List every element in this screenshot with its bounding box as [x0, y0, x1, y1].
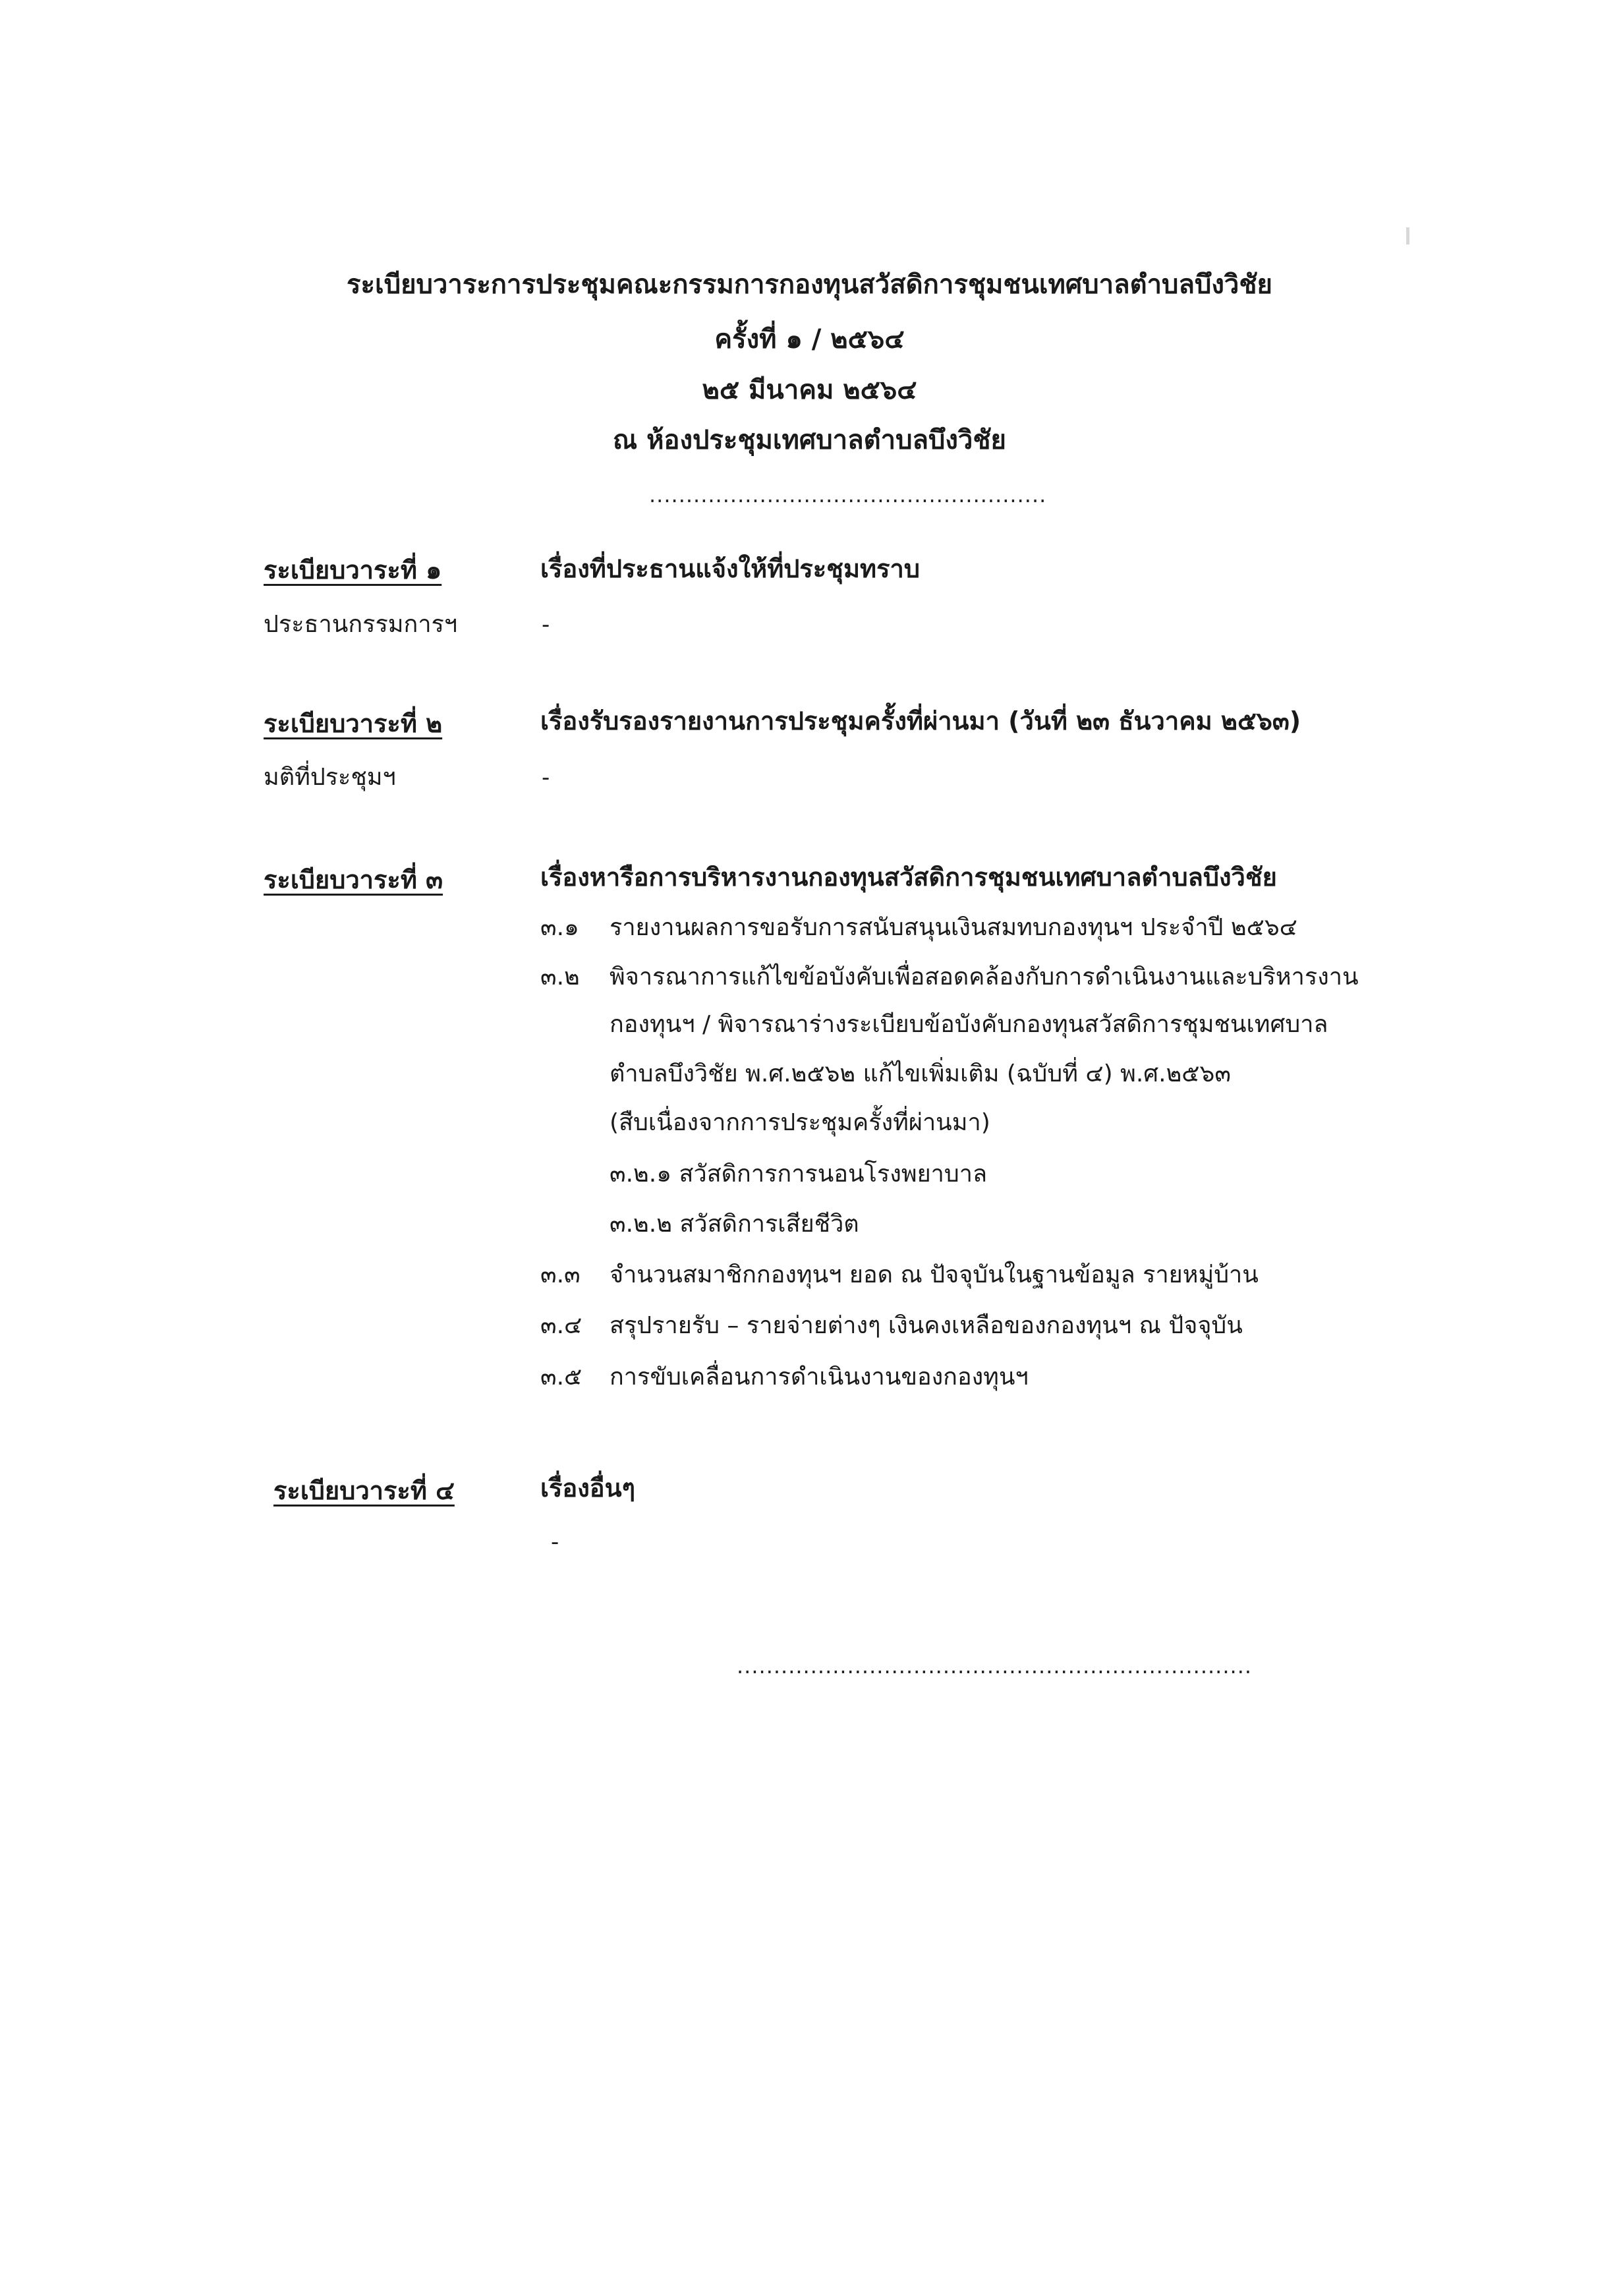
agenda-3-item-4-text: สรุปรายรับ – รายจ่ายต่างๆ เงินคงเหลือของกองทุนฯ ณ ปัจจุบัน: [610, 1312, 1243, 1339]
agenda-3-subitem-2-1: ๓.๒.๑ สวัสดิการการนอนโรงพยาบาล: [610, 1161, 988, 1188]
agenda-4-note-value: -: [551, 1529, 559, 1555]
agenda-1-note-value: -: [542, 612, 550, 638]
agenda-3-subitem-2-2: ๓.๒.๒ สวัสดิการเสียชีวิต: [610, 1211, 859, 1238]
agenda-3-item-2-line-2: กองทุนฯ / พิจารณาร่างระเบียบข้อบังคับกองทุนสวัสดิการชุมชนเทศบาล: [610, 1011, 1328, 1038]
meeting-date: ๒๕ มีนาคม ๒๕๖๔: [702, 375, 917, 405]
header-separator: ......................................................: [649, 482, 1047, 507]
agenda-2-label: ระเบียบวาระที่ ๒: [264, 709, 443, 738]
session-number: ครั้งที่ ๑ / ๒๕๖๔: [714, 324, 905, 355]
agenda-3-label: ระเบียบวาระที่ ๓: [264, 865, 443, 894]
agenda-3-item-5-text: การขับเคลื่อนการดำเนินงานของกองทุนฯ: [610, 1363, 1029, 1391]
agenda-1-title: เรื่องที่ประธานแจ้งให้ที่ประชุมทราบ: [540, 554, 920, 583]
agenda-2-title: เรื่องรับรองรายงานการประชุมครั้งที่ผ่านมา (วันที่ ๒๓ ธันวาคม ๒๕๖๓): [540, 706, 1301, 735]
footer-separator: ......................................................................: [737, 1653, 1253, 1679]
agenda-3-item-2-line-3: ตำบลบึงวิชัย พ.ศ.๒๕๖๒ แก้ไขเพิ่มเติม (ฉบับที่ ๔) พ.ศ.๒๕๖๓: [610, 1060, 1232, 1087]
agenda-3-item-1-number: ๓.๑: [540, 914, 579, 941]
agenda-2-note-label: มติที่ประชุมฯ: [264, 764, 396, 791]
agenda-1-note-label: ประธานกรรมการฯ: [264, 611, 458, 638]
agenda-3-item-2-line-4: (สืบเนื่องจากการประชุมครั้งที่ผ่านมา): [610, 1109, 990, 1136]
agenda-3-item-2-number: ๓.๒: [540, 963, 580, 990]
agenda-3-item-4-number: ๓.๔: [540, 1312, 582, 1339]
agenda-3-item-3-number: ๓.๓: [540, 1261, 581, 1288]
document-title: ระเบียบวาระการประชุมคณะกรรมการกองทุนสวัสดิการชุมชนเทศบาลตำบลบึงวิชัย: [347, 270, 1272, 300]
scan-artifact: [1406, 227, 1409, 244]
agenda-3-item-2-text: พิจารณาการแก้ไขข้อบังคับเพื่อสอดคล้องกับการดำเนินงานและบริหารงาน: [610, 963, 1359, 990]
agenda-4-label: ระเบียบวาระที่ ๔: [273, 1476, 455, 1505]
agenda-3-item-3-text: จำนวนสมาชิกกองทุนฯ ยอด ณ ปัจจุบันในฐานข้อมูล รายหมู่บ้าน: [610, 1261, 1259, 1288]
agenda-1-label: ระเบียบวาระที่ ๑: [264, 556, 442, 585]
meeting-venue: ณ ห้องประชุมเทศบาลตำบลบึงวิชัย: [613, 425, 1006, 455]
agenda-3-item-5-number: ๓.๕: [540, 1363, 582, 1391]
agenda-3-title: เรื่องหารือการบริหารงานกองทุนสวัสดิการชุมชนเทศบาลตำบลบึงวิชัย: [540, 863, 1277, 892]
agenda-3-item-1-text: รายงานผลการขอรับการสนับสนุนเงินสมทบกองทุนฯ ประจำปี ๒๕๖๔: [610, 914, 1297, 941]
agenda-4-title: เรื่องอื่นๆ: [540, 1474, 635, 1503]
agenda-2-note-value: -: [542, 764, 550, 791]
